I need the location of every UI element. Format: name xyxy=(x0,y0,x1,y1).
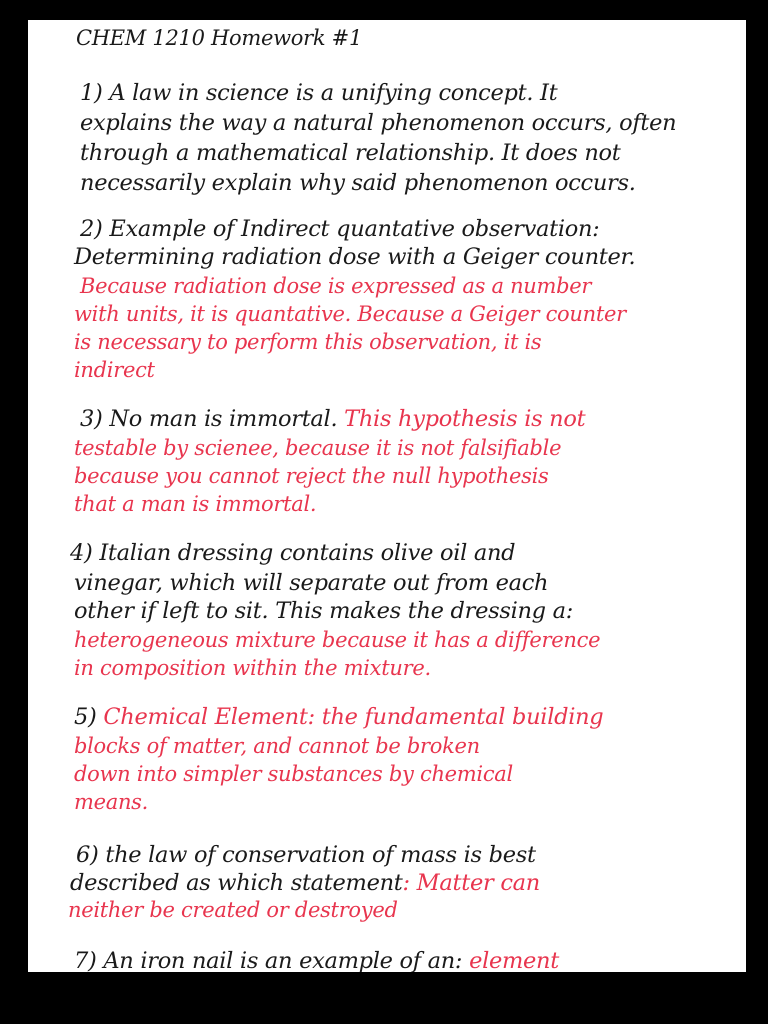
q4-answer-line-1: heterogeneous mixture because it has a difference xyxy=(74,628,601,652)
q5-answer-line-2: blocks of matter, and cannot be broken xyxy=(74,734,480,758)
q1-line-4: necessarily explain why said phenomenon occurs. xyxy=(80,170,636,196)
q3-statement: 3) No man is immortal. xyxy=(80,406,338,432)
q2-answer-line-4: indirect xyxy=(74,358,155,382)
q5-answer-line-4: means. xyxy=(74,790,149,814)
q1-line-2: explains the way a natural phenomenon occurs, often xyxy=(80,110,677,136)
q5-answer-line-1: Chemical Element: the fundamental building xyxy=(103,704,604,730)
q2-answer-line-3: is necessary to perform this observation, it is xyxy=(74,330,542,354)
q2-line-1: 2) Example of Indirect quantative observation: xyxy=(80,216,600,242)
q4-line-3: other if left to sit. This makes the dressing a: xyxy=(74,598,574,624)
q3-question xyxy=(80,406,585,432)
q1-line-1: 1) A law in science is a unifying concept. It xyxy=(80,80,558,106)
q6-line-2 xyxy=(70,870,540,896)
q4-line-2: vinegar, which will separate out from each xyxy=(74,570,549,596)
q7-statement: 7) An iron nail is an example of an: xyxy=(74,948,463,972)
q7-question xyxy=(74,948,559,972)
q4-answer-line-2: in composition within the mixture. xyxy=(74,656,431,680)
q7-answer: element xyxy=(469,948,559,972)
q2-answer-line-1: Because radiation dose is expressed as a number xyxy=(80,274,592,298)
q3-answer-line-1: This hypothesis is not xyxy=(344,406,586,432)
q5-number: 5) xyxy=(74,704,97,730)
q5-question xyxy=(74,704,603,730)
q2-answer-line-2: with units, it is quantative. Because a Geiger counter xyxy=(74,302,626,326)
q3-answer-line-3: because you cannot reject the null hypothesis xyxy=(74,464,549,488)
q6-answer-line-2: neither be created or destroyed xyxy=(68,898,398,922)
q2-line-2: Determining radiation dose with a Geiger counter. xyxy=(74,244,636,270)
q6-line-1: 6) the law of conservation of mass is best xyxy=(76,842,536,868)
homework-page xyxy=(28,20,746,972)
q4-line-1: 4) Italian dressing contains olive oil and xyxy=(70,540,516,566)
q1-line-3: through a mathematical relationship. It does not xyxy=(80,140,621,166)
q5-answer-line-3: down into simpler substances by chemical xyxy=(74,762,513,786)
q3-answer-line-4: that a man is immortal. xyxy=(74,492,317,516)
q3-answer-line-2: testable by scienee, because it is not falsifiable xyxy=(74,436,562,460)
q6-statement-text: described as which statement xyxy=(70,870,403,896)
page-title: CHEM 1210 Homework #1 xyxy=(76,26,363,50)
q6-answer-inline: : Matter can xyxy=(402,870,540,896)
